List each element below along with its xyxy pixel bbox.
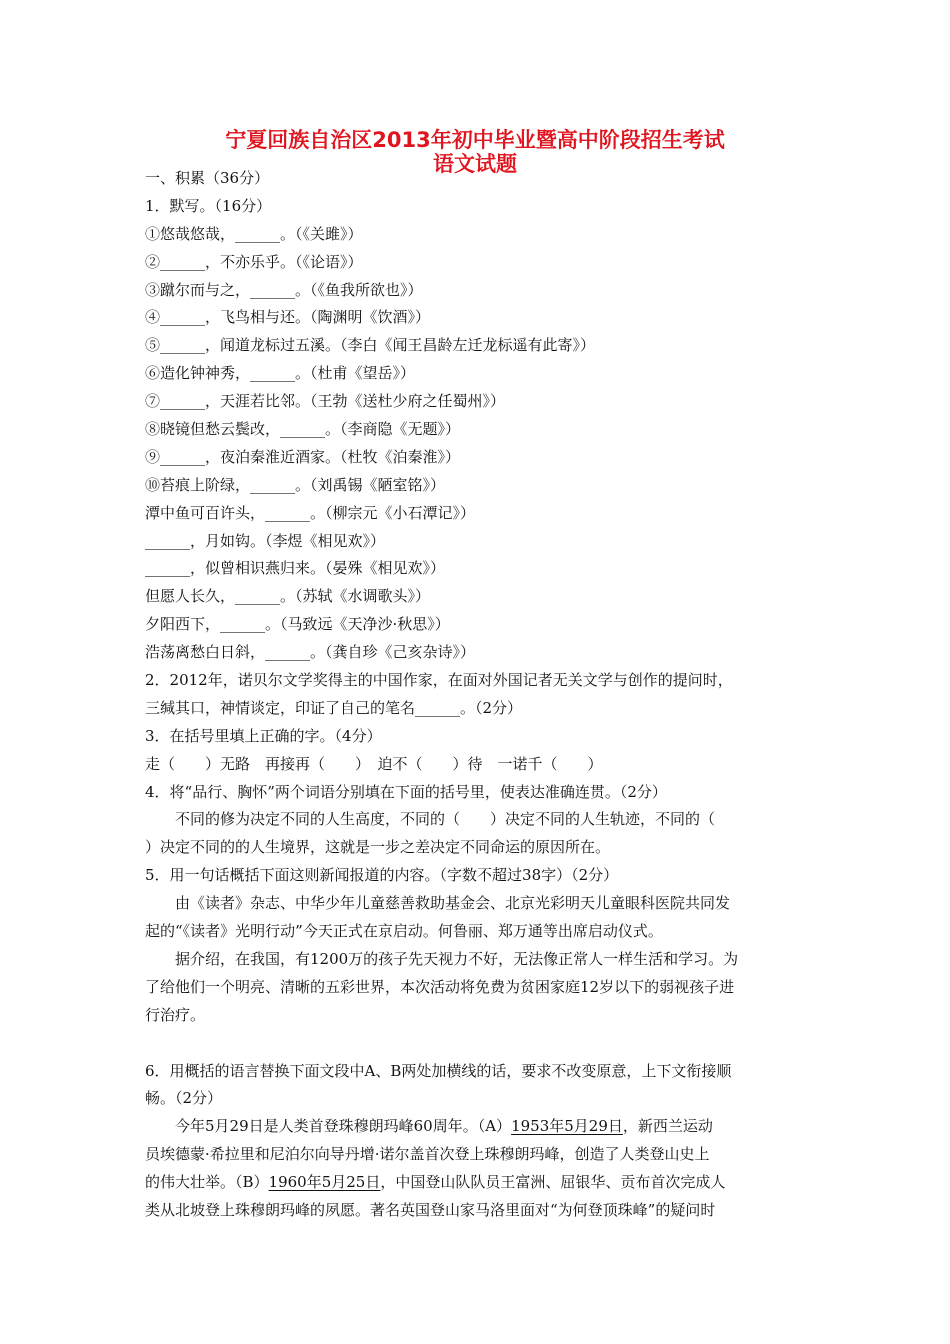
recitation-item: 浩荡离愁白日斜，______。（龚自珍《己亥杂诗》） [145,643,476,662]
news-paragraph-line: 起的“《读者》光明行动”今天正式在京启动。何鲁丽、郑万通等出席启动仪式。 [145,922,663,941]
passage-line: 类从北坡登上珠穆朗玛峰的夙愿。著名英国登山家马洛里面对“为何登顶珠峰”的疑问时 [145,1200,716,1219]
underlined-phrase-a: 1953年5月29日 [511,1117,623,1136]
recitation-item: ⑤______，闻道龙标过五溪。（李白《闻王昌龄左迁龙标遥有此寄》） [145,336,596,355]
news-paragraph-line: 据介绍，在我国，有1200万的孩子先天视力不好，无法像正常人一样生活和学习。为 [175,949,739,968]
passage-line [145,1169,813,1197]
recitation-item: ⑨______，夜泊秦淮近酒家。（杜牧《泊秦淮》） [145,447,461,466]
recitation-item: ______，似曾相识燕归来。（晏殊《相见欢》） [145,559,446,578]
passage-text: 的伟大壮举。（B） [145,1173,269,1192]
question-6-heading: 畅。（2分） [145,1089,223,1108]
exam-body [145,165,813,1225]
question-6-heading: 6．用概括的语言替换下面文段中A、B两处加横线的话，要求不改变原意，上下文衔接顺 [145,1061,732,1080]
recitation-item: ①悠哉悠哉，______。（《关雎》） [145,224,363,243]
question-1-heading: 1．默写。（16分） [145,196,272,215]
question-4-line: ）决定不同的的人生境界，这就是一步之差决定不同命运的原因所在。 [145,838,611,857]
question-4-heading: 4．将“品行、胸怀”两个词语分别填在下面的括号里，使表达准确连贯。（2分） [145,782,667,801]
recitation-item: ④______，飞鸟相与还。（陶渊明《饮酒》） [145,308,431,327]
question-3-blanks: 走（ ）无路 再接再（ ） 迫不（ ）待 一诺千（ ） [145,754,603,773]
recitation-item: ______，月如钩。（李煜《相见欢》） [145,531,386,550]
recitation-item: ⑧晓镜但愁云鬓改，______。（李商隐《无题》） [145,420,461,439]
question-4-line: 不同的修为决定不同的人生高度，不同的（ ）决定不同的人生轨迹，不同的（ [175,810,716,829]
passage-text: ，新西兰运动 [622,1117,713,1136]
underlined-phrase-b: 1960年5月25日 [268,1173,381,1192]
passage-text: ，中国登山队队员王富洲、屈银华、贡布首次完成人 [380,1173,726,1192]
question-2-line: 2．2012年，诺贝尔文学奖得主的中国作家，在面对外国记者无关文学与创作的提问时， [145,671,733,690]
news-paragraph-line: 了给他们一个明亮、清晰的五彩世界，本次活动将免费为贫困家庭12岁以下的弱视孩子进 [145,977,735,996]
recitation-item: 夕阳西下，______。（马致远《天净沙·秋思》） [145,615,450,634]
recitation-item: 潭中鱼可百许头，______。（柳宗元《小石潭记》） [145,503,476,522]
passage-line: 员埃德蒙·希拉里和尼泊尔向导丹增·诺尔盖首次登上珠穆朗玛峰，创造了人类登山史上 [145,1145,710,1164]
recitation-item: 但愿人长久，______。（苏轼《水调歌头》） [145,587,431,606]
recitation-item: ⑥造化钟神秀，______。（杜甫《望岳》） [145,364,416,383]
blank-gap [145,1030,813,1058]
recitation-item: ③蹴尔而与之，______。（《鱼我所欲也》） [145,280,423,299]
news-paragraph-line: 由《读者》杂志、中华少年儿童慈善救助基金会、北京光彩明天儿童眼科医院共同发 [175,894,731,913]
recitation-item: ②______，不亦乐乎。（《论语》） [145,252,363,271]
recitation-item: ⑦______，天涯若比邻。（王勃《送杜少府之任蜀州》） [145,392,506,411]
question-5-heading: 5．用一句话概括下面这则新闻报道的内容。（字数不超过38字）（2分） [145,866,619,885]
section-heading: 一、积累（36分） [145,169,270,187]
question-3-heading: 3．在括号里填上正确的字。（4分） [145,726,382,745]
recitation-item: ⑩苔痕上阶绿，______。（刘禹锡《陋室铭》） [145,475,446,494]
passage-line [145,1113,813,1141]
question-2-line: 三缄其口，神情谈定，印证了自己的笔名______。（2分） [145,698,523,717]
exam-title: 宁夏回族自治区2013年初中毕业暨高中阶段招生考试 [225,128,725,152]
news-paragraph-line: 行治疗。 [145,1005,206,1024]
exam-subtitle: 语文试题 [433,152,517,176]
passage-text: 今年5月29日是人类首登珠穆朗玛峰60周年。（A） [175,1117,512,1136]
